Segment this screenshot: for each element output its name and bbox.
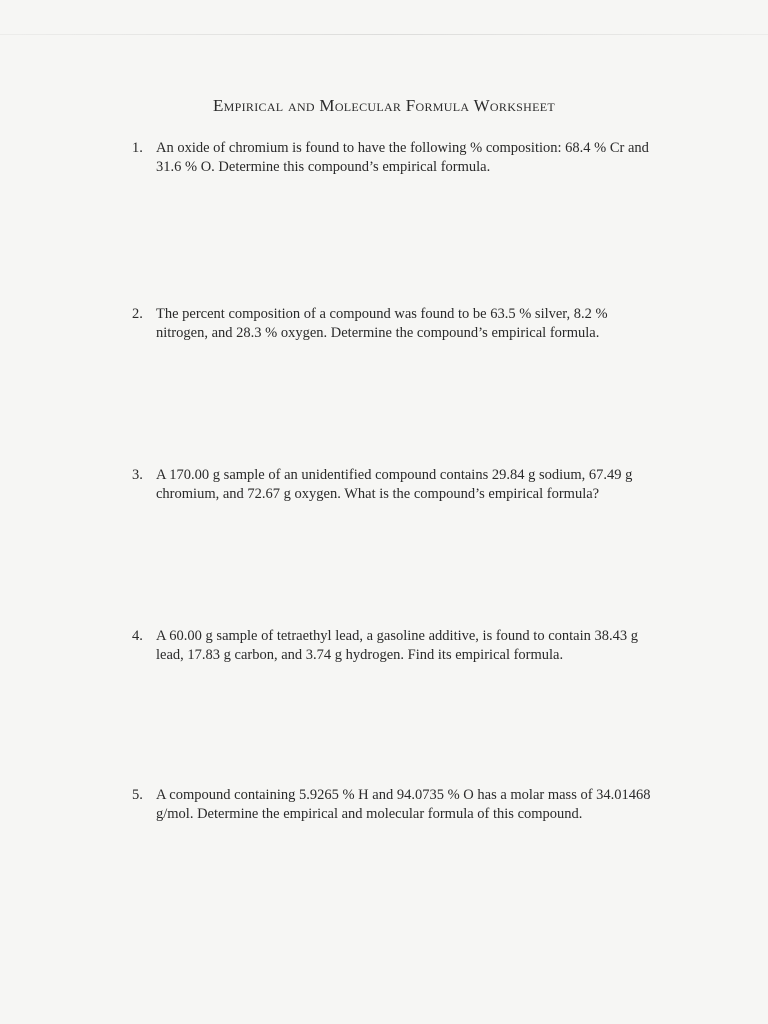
question-text: An oxide of chromium is found to have the following % composition: 68.4 % Cr and 31.6 % O. Determine this compound’s empirical formula. — [156, 140, 649, 175]
question-number: 2. — [132, 306, 143, 322]
question-3 — [132, 466, 652, 504]
question-2 — [132, 305, 652, 343]
question-text: A 170.00 g sample of an unidentified compound contains 29.84 g sodium, 67.49 g chromium, and 72.67 g oxygen. What is the compound’s empirical formula? — [156, 467, 633, 502]
question-5 — [132, 786, 652, 824]
question-number: 4. — [132, 628, 143, 644]
question-1 — [132, 139, 652, 177]
question-number: 5. — [132, 787, 143, 803]
question-text: The percent composition of a compound was found to be 63.5 % silver, 8.2 % nitrogen, and 28.3 % oxygen. Determine the compound’s empirical formula. — [156, 306, 608, 341]
worksheet-title: Empirical and Molecular Formula Worksheet — [213, 96, 555, 115]
question-text: A 60.00 g sample of tetraethyl lead, a gasoline additive, is found to contain 38.43 g lead, 17.83 g carbon, and 3.74 g hydrogen. Find its empirical formula. — [156, 628, 639, 663]
question-text: A compound containing 5.9265 % H and 94.0735 % O has a molar mass of 34.01468 g/mol. Determine the empirical and molecular formula of this compound. — [156, 787, 651, 822]
question-4 — [132, 627, 652, 665]
scan-edge-line — [0, 34, 768, 35]
question-number: 3. — [132, 467, 143, 483]
question-number: 1. — [132, 140, 143, 156]
